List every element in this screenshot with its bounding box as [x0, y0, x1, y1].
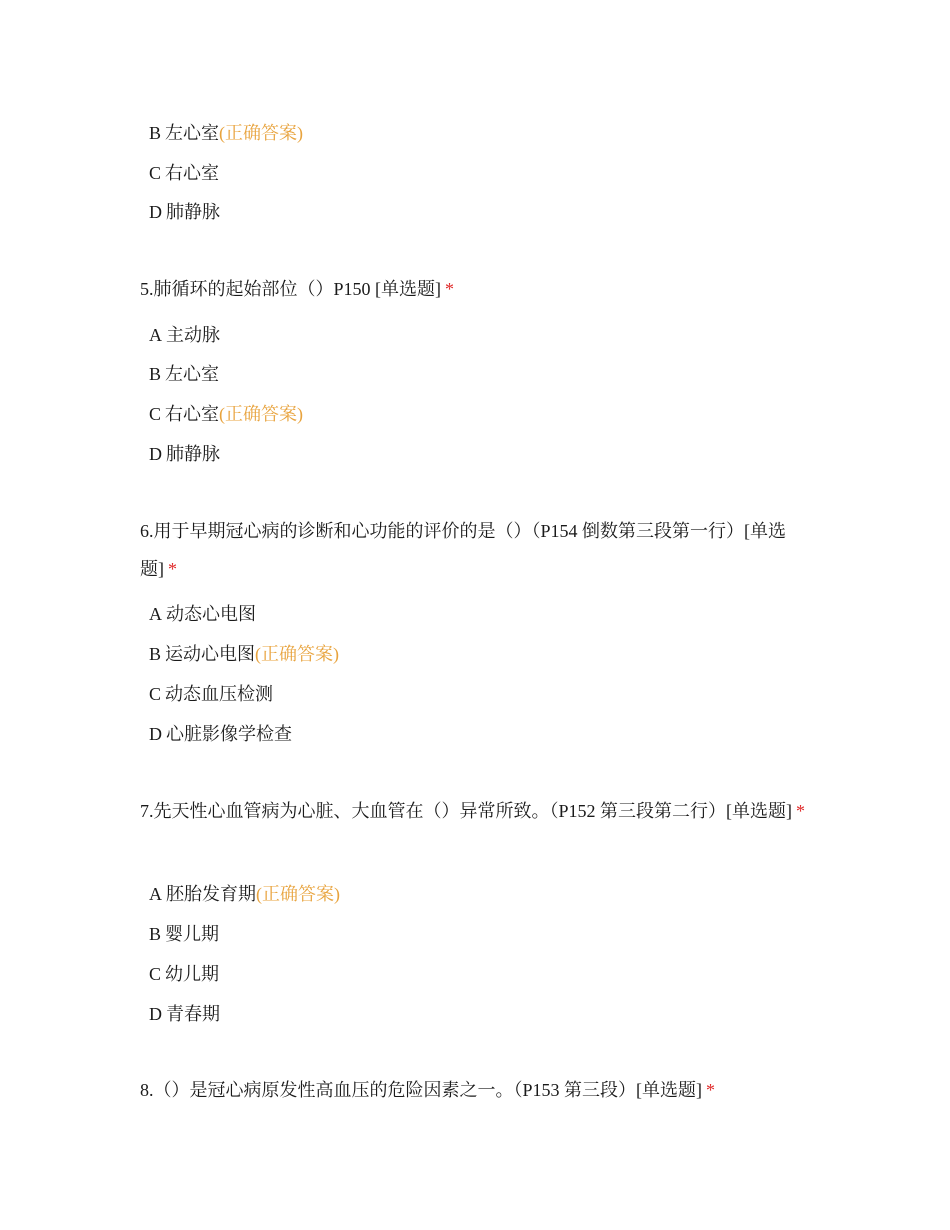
option-text: 动态血压检测 [165, 684, 274, 704]
option-text: 胚胎发育期 [166, 884, 256, 904]
option-letter: B [149, 644, 162, 664]
question-text: 6.用于早期冠心病的诊断和心功能的评价的是（）（P154 倒数第三段第一行）[单选题] [140, 521, 787, 579]
q6-option-a[interactable] [149, 602, 256, 626]
q4-option-b[interactable] [149, 121, 303, 145]
option-letter: B [149, 364, 162, 384]
required-marker: * [796, 801, 805, 821]
q4-option-d[interactable] [149, 200, 220, 224]
q7-option-c[interactable] [149, 962, 219, 986]
option-letter: C [149, 404, 162, 424]
option-text: 心脏影像学检查 [166, 724, 292, 744]
q7-option-b[interactable] [149, 922, 219, 946]
option-text: 主动脉 [166, 325, 220, 345]
q5-option-a[interactable] [149, 323, 220, 347]
option-letter: D [149, 724, 162, 744]
required-marker: * [706, 1080, 715, 1100]
option-text: 肺静脉 [166, 202, 220, 222]
option-text: 青春期 [166, 1004, 220, 1024]
q4-option-c[interactable] [149, 161, 219, 185]
option-text: 幼儿期 [165, 964, 220, 984]
option-text: 右心室 [165, 404, 220, 424]
option-letter: D [149, 444, 162, 464]
option-letter: D [149, 202, 162, 222]
question-8-title [140, 1071, 808, 1109]
option-letter: C [149, 964, 162, 984]
required-marker: * [445, 279, 454, 299]
correct-answer-marker: (正确答案) [219, 123, 304, 143]
question-7-title [140, 792, 808, 830]
correct-answer-marker: (正确答案) [219, 404, 304, 424]
question-text: 7.先天性心血管病为心脏、大血管在（）异常所致。（P152 第三段第二行）[单选题] [140, 801, 792, 821]
option-letter: C [149, 163, 162, 183]
option-letter: A [149, 604, 162, 624]
q5-option-b[interactable] [149, 362, 219, 386]
option-letter: A [149, 884, 162, 904]
option-letter: C [149, 684, 162, 704]
option-text: 左心室 [165, 364, 220, 384]
q6-option-d[interactable] [149, 722, 292, 746]
question-6-title [140, 512, 808, 588]
question-5-title [140, 270, 808, 308]
correct-answer-marker: (正确答案) [256, 884, 340, 904]
q5-option-d[interactable] [149, 442, 220, 466]
option-text: 左心室 [165, 123, 220, 143]
correct-answer-marker: (正确答案) [255, 644, 340, 664]
option-letter: B [149, 924, 162, 944]
q5-option-c[interactable] [149, 402, 303, 426]
option-letter: D [149, 1004, 162, 1024]
question-text: 5.肺循环的起始部位（）P150 [单选题] [140, 279, 441, 299]
q6-option-c[interactable] [149, 682, 273, 706]
q7-option-a[interactable] [149, 882, 340, 906]
option-letter: A [149, 325, 162, 345]
q6-option-b[interactable] [149, 642, 339, 666]
required-marker: * [168, 559, 177, 579]
option-text: 动态心电图 [166, 604, 256, 624]
option-text: 运动心电图 [165, 644, 256, 664]
option-text: 右心室 [165, 163, 220, 183]
q7-option-d[interactable] [149, 1002, 220, 1026]
option-text: 婴儿期 [165, 924, 220, 944]
option-letter: B [149, 123, 162, 143]
question-text: 8.（）是冠心病原发性高血压的危险因素之一。（P153 第三段）[单选题] [140, 1080, 702, 1100]
option-text: 肺静脉 [166, 444, 220, 464]
